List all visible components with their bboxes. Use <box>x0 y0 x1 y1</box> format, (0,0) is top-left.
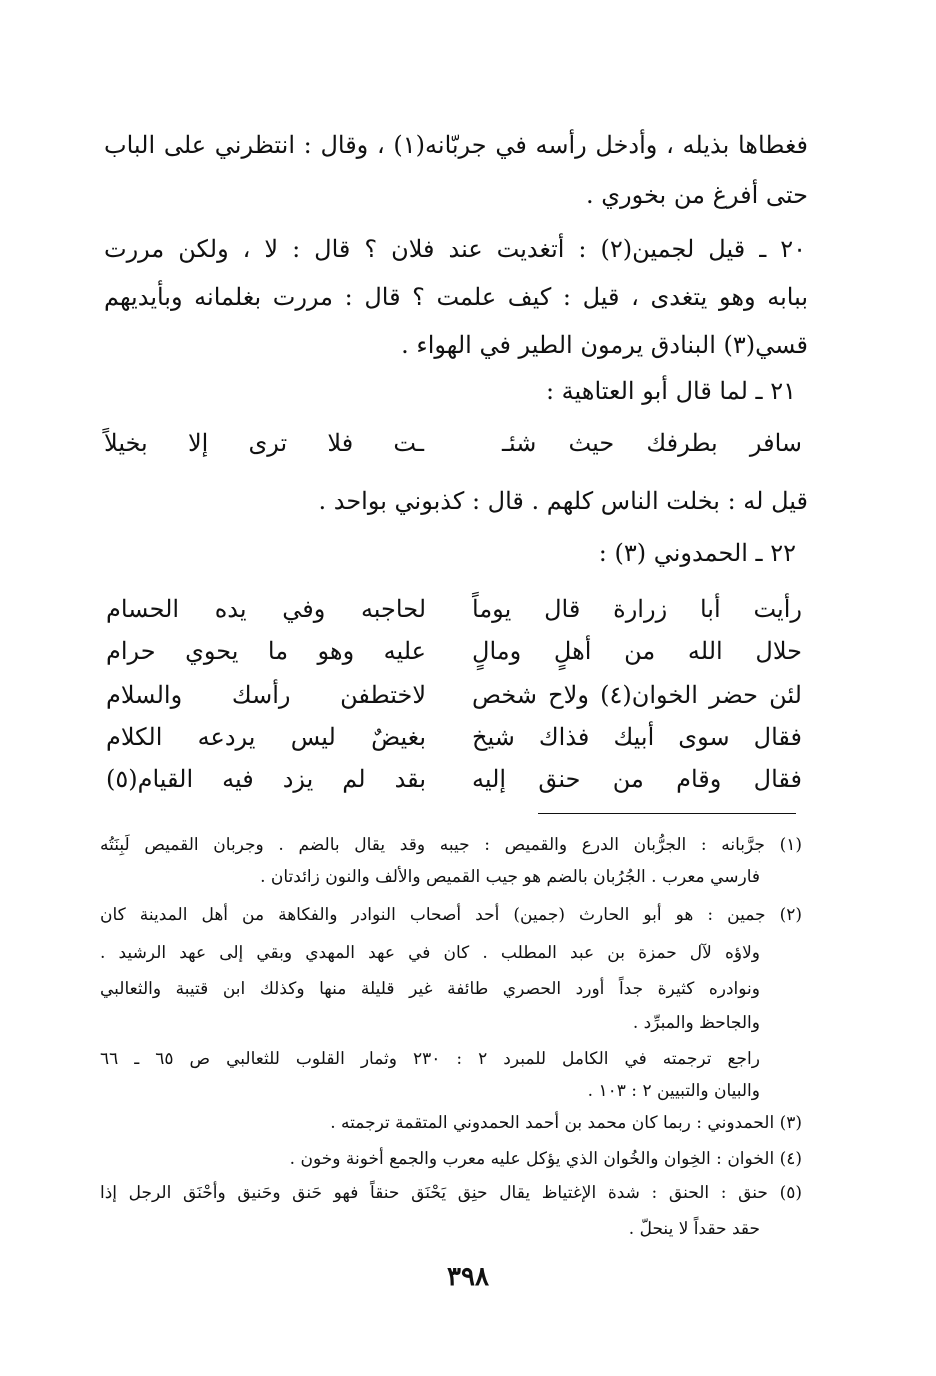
verse-second-hemistich: بغيضٌ ليس يردعه الكلام <box>106 723 426 751</box>
body-line: حتى أفرغ من بخوري . <box>586 181 808 209</box>
footnote-line: (٥) حنق : الحنق : شدة الإغتياظ يقال حنِق يَحْنَق حنقاً فهو حَنق وحَنيق وأحْنَق الرجل إذا <box>100 1183 802 1203</box>
body-line: قيل له : بخلت الناس كلهم . قال : كذبوني بواحد . <box>318 487 808 515</box>
verse-first-hemistich: فقال سوى أبيك فذاك شيخ <box>472 723 802 751</box>
body-line: قسي(٣) البنادق يرمون الطير في الهواء . <box>401 331 808 359</box>
verse-first-hemistich: حلال الله من أهلٍ ومالٍ <box>472 637 802 665</box>
footnote-line: (٤) الخوان : الخِوان والخُوان الذي يؤكل عليه معرب والجمع أخونة وخون . <box>289 1149 802 1169</box>
verse-second-hemistich: ـت فلا ترى إلا بخيلاً <box>104 429 424 457</box>
footnote-line: والبيان والتبيين ٢ : ١٠٣ . <box>587 1081 760 1101</box>
footnote-line: حقد حقداً لا ينحلّ . <box>628 1219 760 1239</box>
verse-first-hemistich: سافر بطرفك حيث شئـ <box>502 429 802 457</box>
verse-first-hemistich: لئن حضر الخوان(٤) ولاح شخص <box>472 681 802 709</box>
footnote-line: ونوادره كثيرة جداً أورد الحصري طائفة غير قليلة منها وكذلك ابن قتيبة والثعالبي <box>100 979 760 999</box>
verse-second-hemistich: عليه وهو ما يحوي حرام <box>106 637 426 665</box>
footnote-line: راجع ترجمته في الكامل للمبرد ٢ : ٢٣٠ وثمار القلوب للثعالبي ص ٦٥ ـ ٦٦ <box>100 1049 760 1069</box>
verse-first-hemistich: فقال وقام من حنق إليه <box>472 765 802 793</box>
footnote-line: (٢) جمين : هو أبو الحارث (جمين) أحد أصحاب النوادر والفكاهة من أهل المدينة كان <box>100 905 802 925</box>
body-line: فغطاها بذيله ، وأدخل رأسه في جربّانه(١) ، وقال : انتظرني على الباب <box>104 131 808 159</box>
body-line: ببابه وهو يتغدى ، قيل : كيف علمت ؟ قال : مررت بغلمانه وبأيديهم <box>104 283 808 311</box>
footnote-line: (٣) الحمدوني : ربما كان محمد بن أحمد الحمدوني المتقمة ترجمته . <box>330 1113 802 1133</box>
footnote-line: ولاؤه لآل حمزة بن عبد المطلب . كان في عهد المهدي وبقي إلى عهد الرشيد . <box>100 943 760 963</box>
footnote-line: فارسي معرب . الجُرُبان بالضم هو جيب القميص والألف والنون زائدتان . <box>260 867 760 887</box>
verse-second-hemistich: لاختطفن رأسك والسلام <box>106 681 426 709</box>
verse-second-hemistich: لحاجبه وفي يده الحسام <box>106 595 426 623</box>
page-number: ٣٩٨ <box>447 1262 489 1292</box>
item-heading: ٢١ ـ لما قال أبو العتاهية : <box>545 377 796 405</box>
verse-second-hemistich: بقد لم يزد فيه القيام(٥) <box>106 765 426 793</box>
verse-first-hemistich: رأيت أبا زرارة قال يوماً <box>472 595 802 623</box>
footnote-line: والجاحظ والمبرِّد . <box>632 1013 760 1033</box>
body-line: ٢٠ ـ قيل لجمين(٢) : أتغديت عند فلان ؟ قال : لا ، ولكن مررت <box>104 235 806 263</box>
footnote-separator <box>538 813 796 814</box>
footnote-line: (١) جرَّبانه : الجرُّبان الدرع والقميص : جيبه وقد يقال بالضم . وجربان القميص لَبِنَتُه <box>100 835 802 855</box>
item-heading: ٢٢ ـ الحمدوني (٣) : <box>598 539 796 567</box>
